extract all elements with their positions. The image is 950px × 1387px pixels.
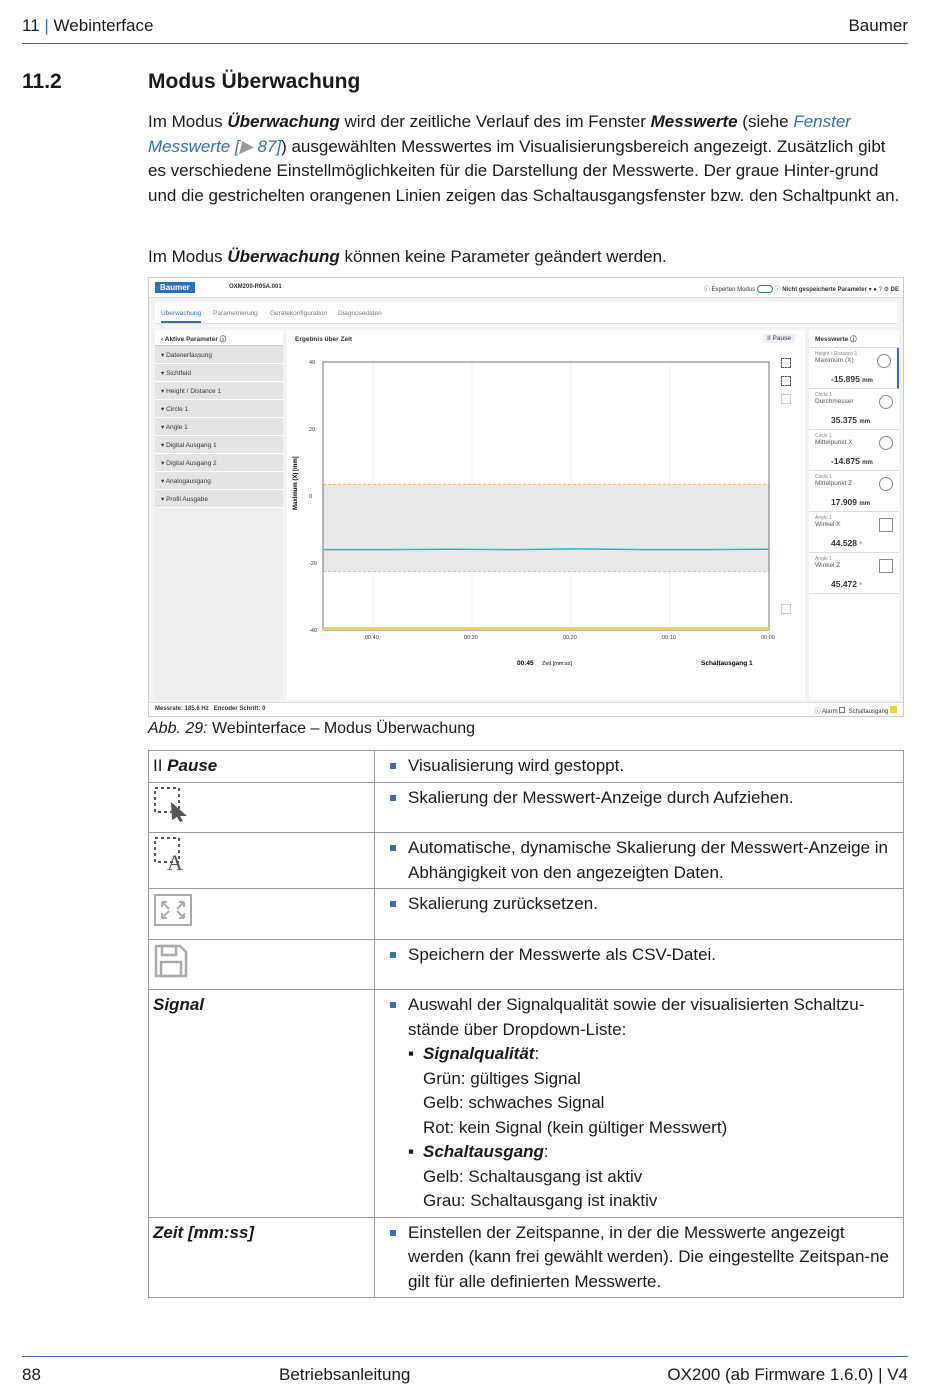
chart-title: Ergebnis über Zeit [295, 336, 353, 343]
info-icon: ⓘ [814, 709, 821, 715]
product-version: OX200 (ab Firmware 1.6.0) | V4 [667, 1365, 908, 1384]
measurements-title: Messwerte [815, 336, 849, 343]
webinterface-screenshot [148, 277, 904, 717]
active-parameters-panel [155, 330, 283, 700]
svg-text:A: A [167, 850, 183, 872]
cross-reference-link[interactable]: Fenster Messwerte [▶ 87] [148, 112, 851, 156]
section-heading [22, 70, 361, 94]
signal-label: Signal [153, 995, 205, 1014]
x-tick-label: 00:40 [365, 635, 379, 641]
zeit-label: Zeit [mm:ss] [153, 1222, 255, 1242]
figure-caption: Abb. 29: Webinterface – Modus Überwachung [148, 720, 476, 737]
chart-panel [287, 330, 805, 700]
switch-output-select[interactable]: Schaltausgang 1 [701, 660, 753, 667]
switch-window-band [323, 484, 769, 571]
param-item[interactable]: ▾ Datenerfassung [155, 346, 283, 364]
param-item[interactable]: ▾ Profil Ausgabe [155, 490, 283, 508]
center-icon [879, 436, 893, 450]
intro-paragraph: Im Modus Überwachung wird der zeitliche Verlauf des im Fenster Messwerte (siehe Fenster Messwerte [▶ 87]) ausgewählten Messwertes im Visualisierungsbereich angezeigt. Zusätzlich gibt es verschiedene Einstellmöglichkeiten für die Darstellung der Messwerte. Der graue Hinter-grund und die gestrichelten orangenen Linien zeigen das Schaltausgangsfenster bzw. den Schaltpunkt an. [148, 112, 900, 205]
page-footer [22, 1356, 908, 1386]
x-tick-label: 00:10 [662, 635, 676, 641]
y-axis-label: Maximum (X) [mm] [293, 456, 299, 510]
baumer-logo: Baumer [155, 282, 195, 293]
y-tick-label: -20 [309, 561, 317, 567]
panel-title: Aktive Parameter [164, 336, 218, 343]
document-type: Betriebsanleitung [279, 1365, 411, 1384]
param-item[interactable]: ▾ Digital Ausgang 2 [155, 454, 283, 472]
reset-scale-icon [153, 892, 193, 928]
measurement-item[interactable]: Angle 1 Winkel X 44.528 ° [809, 512, 899, 553]
pause-label: Pause [167, 756, 218, 775]
diameter-icon [879, 395, 893, 409]
zoom-select-icon [153, 786, 189, 822]
measurement-item[interactable]: Circle 1 Mittelpunkt Z 17.909 mm [809, 471, 899, 512]
table-row: Skalierung zurücksetzen. [149, 889, 904, 940]
table-row: Signal Auswahl der Signalqualität sowie der visualisierten Schaltzu-stände über Dropdown-Liste: ▪ Signalqualität: Grün: gültiges Signal Gelb: schwaches Signal Rot: kein Signal (kein gültiger Messwert) ▪ Schaltausgang: Gelb: Schaltausgang ist aktiv Grau: Schaltausgang ist inaktiv [149, 990, 904, 1218]
param-item[interactable]: ▾ Sichtfeld [155, 364, 283, 382]
zoom-select-icon[interactable] [781, 358, 791, 368]
measurement-item[interactable]: Circle 1 Durchmesser 35.375 mm [809, 389, 899, 430]
expert-mode-label: Experten Modus [711, 287, 756, 293]
param-item[interactable]: ▾ Analogausgang [155, 472, 283, 490]
controls-table [148, 750, 904, 1298]
app-topbar: Baumer OXM200-R05A.001 ⓘ Experten Modus ⓘ Nicht gespeicherte Parameter ▾ ● ? ⚙ DE [149, 278, 903, 298]
time-value: 00:45 [517, 660, 534, 667]
language-select[interactable]: DE [890, 287, 899, 293]
center-icon [879, 477, 893, 491]
alarm-label: Alarm [821, 709, 838, 715]
x-tick-label: 00:20 [563, 635, 577, 641]
help-icon[interactable]: ? [878, 287, 882, 293]
measurements-panel [809, 330, 899, 700]
param-item[interactable]: ▾ Digital Ausgang 1 [155, 436, 283, 454]
switch-output-bar [323, 627, 769, 630]
brand-name: Baumer [848, 16, 908, 35]
tab-diagnosedaten[interactable]: Diagnosedaten [338, 310, 382, 317]
reset-scale-icon[interactable] [781, 394, 791, 404]
switch-output-label: Schaltausgang [848, 709, 889, 715]
info-icon: ⓘ [703, 287, 710, 293]
settings-icon[interactable]: ⚙ [883, 287, 889, 293]
info-icon: ⓘ [219, 336, 227, 343]
measurement-item[interactable]: Height / Distance 1 Maximum (X) -15.895 mm [809, 348, 899, 389]
y-tick-label: 20 [309, 427, 316, 433]
table-row: Zeit [mm:ss] Einstellen der Zeitspanne, in der die Messwerte angezeigt werden (kann frei gewählt werden). Die eingestellte Zeitspan-ne gilt für alle definierten Messwerte. [149, 1217, 904, 1298]
alarm-checkbox[interactable] [839, 707, 845, 713]
note-paragraph: Im Modus Überwachung können keine Parameter geändert werden. [148, 247, 667, 266]
pause-button[interactable]: II Pause [763, 334, 795, 343]
auto-scale-icon [153, 836, 189, 872]
info-icon: ⓘ [774, 287, 781, 293]
notification-icon[interactable]: ● [873, 287, 877, 293]
device-name: OXM200-R05A.001 [229, 284, 282, 290]
param-item[interactable]: ▾ Angle 1 [155, 418, 283, 436]
unsaved-params-menu[interactable]: Nicht gespeicherte Parameter [782, 287, 867, 293]
collapse-icon[interactable]: ‹ [161, 336, 164, 343]
chapter-number: 11 [22, 16, 40, 35]
tab-ueberwachung[interactable]: Überwachung [161, 310, 201, 323]
table-row: Skalierung der Messwert-Anzeige durch Aufziehen. [149, 782, 904, 833]
tab-geraetekonfiguration[interactable]: Gerätekonfiguration [270, 310, 328, 317]
measurement-line [323, 549, 769, 550]
y-tick-label: 0 [309, 494, 313, 500]
time-label: Zeit [mm:ss] [542, 661, 572, 667]
status-bar: Messrate: 185.6 Hz Encoder Schritt: 0 ⓘ Alarm Schaltausgang [149, 702, 903, 716]
measurement-item[interactable]: Angle 1 Winkel Z 45.472 ° [809, 553, 899, 594]
measurement-item[interactable]: Circle 1 Mittelpunkt X -14.875 mm [809, 430, 899, 471]
page-number: 88 [22, 1365, 41, 1384]
section-title: Modus Überwachung [148, 70, 361, 93]
y-tick-label: 40 [309, 360, 316, 366]
section-number: 11.2 [22, 70, 62, 93]
tab-parametrierung[interactable]: Parametrierung [213, 310, 258, 317]
save-csv-icon[interactable] [781, 604, 791, 614]
table-row: Speichern der Messwerte als CSV-Datei. [149, 939, 904, 990]
auto-scale-icon[interactable] [781, 376, 791, 386]
switch-output-indicator [890, 706, 897, 713]
main-tabs [155, 302, 897, 324]
param-item[interactable]: ▾ Height / Distance 1 [155, 382, 283, 400]
x-tick-label: 00:00 [761, 635, 775, 641]
table-row: II Pause Visualisierung wird gestoppt. [149, 751, 904, 783]
y-tick-label: -40 [309, 628, 317, 634]
param-item[interactable]: ▾ Circle 1 [155, 400, 283, 418]
arrow-icon: ▶ [239, 136, 253, 156]
angle-icon [879, 518, 893, 532]
page-header: 11 | Webinterface Baumer [22, 14, 908, 44]
height-icon [877, 354, 891, 368]
time-chart [287, 350, 805, 690]
table-row: A Automatische, dynamische Skalierung der Messwert-Anzeige in Abhängigkeit von den angezeigten Daten. [149, 833, 904, 889]
chapter-title: Webinterface [53, 16, 154, 35]
save-icon [153, 943, 189, 979]
expert-mode-toggle[interactable] [757, 285, 773, 293]
angle-icon [879, 559, 893, 573]
info-icon: ⓘ [850, 336, 857, 343]
x-tick-label: 00:30 [464, 635, 478, 641]
